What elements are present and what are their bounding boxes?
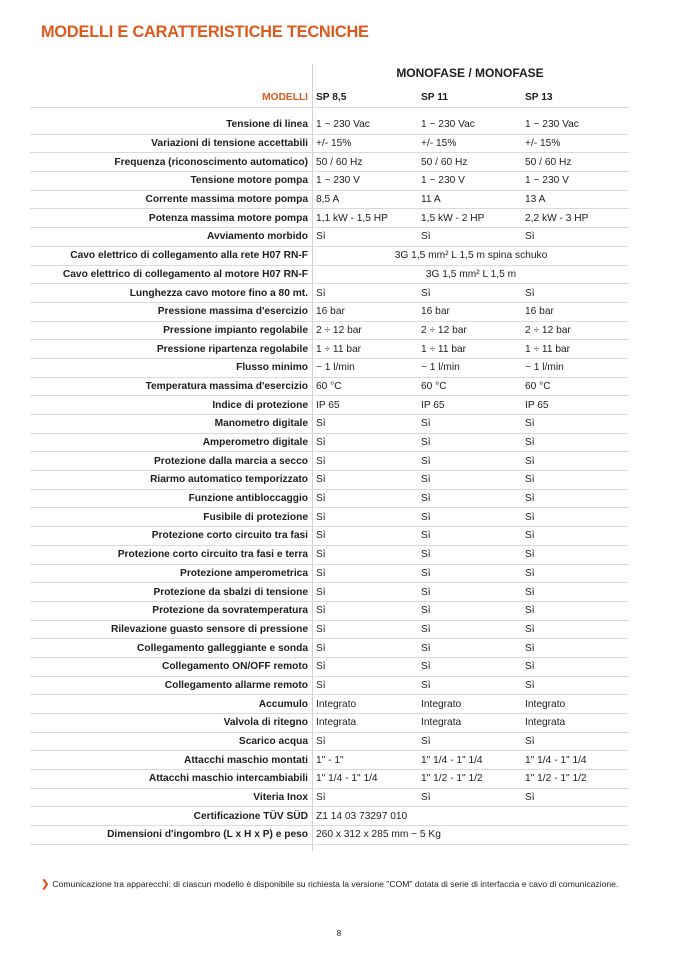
spec-value: 16 bar: [522, 302, 629, 321]
model-name: SP 11: [418, 88, 522, 108]
spec-label: Variazioni di tensione accettabili: [30, 134, 313, 153]
spec-row: [30, 433, 629, 452]
spec-value: 1" - 1": [313, 751, 418, 770]
spec-row: [30, 452, 629, 471]
spec-label: Funzione antibloccaggio: [30, 489, 313, 508]
spec-value: Sì: [418, 657, 522, 676]
spec-value: Sì: [313, 657, 418, 676]
spec-value: Sì: [522, 433, 629, 452]
spec-row: [30, 228, 629, 247]
spec-value: Sì: [418, 601, 522, 620]
spec-label: Lunghezza cavo motore fino a 80 mt.: [30, 284, 313, 303]
spec-value: 1" 1/4 - 1" 1/4: [522, 751, 629, 770]
spec-label: Protezione da sovratemperatura: [30, 601, 313, 620]
spec-value: Sì: [418, 228, 522, 247]
spec-value: Sì: [522, 508, 629, 527]
chevron-right-icon: ❯: [41, 879, 50, 890]
spec-value: Sì: [522, 620, 629, 639]
spec-row: [30, 284, 629, 303]
spec-value: IP 65: [418, 396, 522, 415]
spec-value: 2 ÷ 12 bar: [522, 321, 629, 340]
spec-label: Avviamento morbido: [30, 228, 313, 247]
group-header: MONOFASE / MONOFASE: [396, 66, 544, 80]
spec-value: Sì: [522, 676, 629, 695]
spec-label: Corrente massima motore pompa: [30, 190, 313, 209]
spec-row: [30, 657, 629, 676]
spec-value: Sì: [418, 415, 522, 434]
spec-value: Sì: [418, 527, 522, 546]
spec-row: [30, 826, 629, 845]
spec-value: Sì: [313, 508, 418, 527]
spec-row: [30, 471, 629, 490]
spec-value-single: Z1 14 03 73297 010: [313, 807, 629, 826]
spec-row: [30, 601, 629, 620]
spec-label: Attacchi maschio intercambiabili: [30, 770, 313, 789]
spec-value: Sì: [313, 639, 418, 658]
spec-value: Integrato: [418, 695, 522, 714]
spec-value: Sì: [313, 452, 418, 471]
spec-value: Integrato: [313, 695, 418, 714]
model-name: SP 13: [522, 88, 629, 108]
spec-row: [30, 620, 629, 639]
spec-value: 16 bar: [313, 302, 418, 321]
spec-row: [30, 732, 629, 751]
spec-value: 1" 1/4 - 1" 1/4: [313, 770, 418, 789]
spec-label: Accumulo: [30, 695, 313, 714]
spec-value: Sì: [418, 284, 522, 303]
spec-row: [30, 714, 629, 733]
spec-value: 16 bar: [418, 302, 522, 321]
spec-value: Sì: [522, 601, 629, 620]
spec-value: Sì: [418, 508, 522, 527]
spec-value: 2 ÷ 12 bar: [418, 321, 522, 340]
spec-label: Collegamento allarme remoto: [30, 676, 313, 695]
spec-value: Sì: [313, 676, 418, 695]
spec-value: Sì: [522, 583, 629, 602]
spec-label: Cavo elettrico di collegamento al motore H07 RN-F: [30, 265, 313, 284]
spec-value: Sì: [522, 415, 629, 434]
spec-value: 2,2 kW - 3 HP: [522, 209, 629, 228]
spec-label: Temperatura massima d'esercizio: [30, 377, 313, 396]
spec-value: Sì: [522, 732, 629, 751]
spec-row: [30, 134, 629, 153]
spec-row: [30, 246, 629, 265]
spec-label: Protezione dalla marcia a secco: [30, 452, 313, 471]
spec-label: Dimensioni d'ingombro (L x H x P) e peso: [30, 826, 313, 845]
spec-label: Collegamento ON/OFF remoto: [30, 657, 313, 676]
spec-label: Tensione motore pompa: [30, 172, 313, 191]
spec-row: [30, 153, 629, 172]
spec-row: [30, 676, 629, 695]
spec-value: Sì: [522, 639, 629, 658]
spec-label: Certificazione TÜV SÜD: [30, 807, 313, 826]
spec-row: [30, 751, 629, 770]
spec-label: Scarico acqua: [30, 732, 313, 751]
spec-value: Sì: [522, 452, 629, 471]
spec-value: 1 ÷ 11 bar: [313, 340, 418, 359]
spec-value: 1 ~ 230 Vac: [418, 116, 522, 134]
spec-value: Sì: [313, 471, 418, 490]
spec-row: [30, 807, 629, 826]
spacer-row: [30, 108, 629, 117]
spec-label: Viteria Inox: [30, 788, 313, 807]
spec-value: Sì: [418, 583, 522, 602]
spec-value: Sì: [418, 676, 522, 695]
spec-value: 1" 1/2 - 1" 1/2: [522, 770, 629, 789]
spec-value: IP 65: [522, 396, 629, 415]
spec-row: [30, 340, 629, 359]
spec-value: Sì: [522, 527, 629, 546]
spec-value: 1 ~ 230 Vac: [522, 116, 629, 134]
page-number: 8: [336, 929, 342, 938]
spec-value: Sì: [418, 564, 522, 583]
spec-value: 11 A: [418, 190, 522, 209]
spec-value: Integrata: [522, 714, 629, 733]
spec-label: Protezione corto circuito tra fasi e terra: [30, 545, 313, 564]
spec-row: [30, 508, 629, 527]
spec-value: 1 ÷ 11 bar: [418, 340, 522, 359]
spec-value: ~ 1 l/min: [522, 358, 629, 377]
spec-value: 1 ~ 230 V: [418, 172, 522, 191]
spec-label: Protezione amperometrica: [30, 564, 313, 583]
spec-value: Sì: [313, 545, 418, 564]
spec-value: +/- 15%: [418, 134, 522, 153]
spec-value: Sì: [418, 489, 522, 508]
spec-row: [30, 489, 629, 508]
spec-row: [30, 396, 629, 415]
spec-label: Manometro digitale: [30, 415, 313, 434]
spec-value: Sì: [522, 284, 629, 303]
spec-label: Attacchi maschio montati: [30, 751, 313, 770]
spec-value: 1 ÷ 11 bar: [522, 340, 629, 359]
spec-value: 50 / 60 Hz: [313, 153, 418, 172]
model-name: SP 8,5: [313, 88, 418, 108]
spec-label: Potenza massima motore pompa: [30, 209, 313, 228]
spec-value: Sì: [313, 527, 418, 546]
spec-value: Sì: [522, 657, 629, 676]
models-label: MODELLI: [30, 88, 313, 108]
spec-label: Frequenza (riconoscimento automatico): [30, 153, 313, 172]
spec-label: Amperometro digitale: [30, 433, 313, 452]
spec-row: [30, 788, 629, 807]
spec-value: 1,5 kW - 2 HP: [418, 209, 522, 228]
spec-label: Indice di protezione: [30, 396, 313, 415]
spec-row: [30, 302, 629, 321]
spec-table: [30, 88, 629, 845]
spec-value: Sì: [418, 452, 522, 471]
spec-value: 60 °C: [418, 377, 522, 396]
spec-row: [30, 564, 629, 583]
spec-row: [30, 639, 629, 658]
spec-value: 1 ~ 230 Vac: [313, 116, 418, 134]
page-title: MODELLI E CARATTERISTICHE TECNICHE: [41, 22, 369, 41]
spec-value: Sì: [313, 489, 418, 508]
spec-label: Pressione massima d'esercizio: [30, 302, 313, 321]
spec-value: Sì: [418, 788, 522, 807]
spec-value: +/- 15%: [522, 134, 629, 153]
spec-row: [30, 172, 629, 191]
spec-row: [30, 116, 629, 134]
spec-row: [30, 583, 629, 602]
spec-value: 1" 1/4 - 1" 1/4: [418, 751, 522, 770]
spec-value: 13 A: [522, 190, 629, 209]
spec-value-single: 260 x 312 x 285 mm ~ 5 Kg: [313, 826, 629, 845]
spec-value: 1" 1/2 - 1" 1/2: [418, 770, 522, 789]
spec-value: Sì: [313, 601, 418, 620]
spec-value: 50 / 60 Hz: [522, 153, 629, 172]
spec-row: [30, 209, 629, 228]
spec-value: Sì: [313, 284, 418, 303]
spec-value: Sì: [313, 732, 418, 751]
spec-value: Sì: [313, 415, 418, 434]
footnote-text: Comunicazione tra apparecchi: di ciascun modello è disponibile su richiesta la versione "COM" dotata di serie di interfaccia e cavo di comunicazione.: [52, 879, 619, 889]
spec-value: Sì: [522, 471, 629, 490]
spec-label: Cavo elettrico di collegamento alla rete H07 RN-F: [30, 246, 313, 265]
spec-value: +/- 15%: [313, 134, 418, 153]
spec-label: Tensione di linea: [30, 116, 313, 134]
spec-value: Integrata: [313, 714, 418, 733]
spec-value: Sì: [418, 639, 522, 658]
spec-value: Sì: [418, 545, 522, 564]
spec-value: Sì: [418, 620, 522, 639]
spec-value: Sì: [313, 228, 418, 247]
spec-row: [30, 770, 629, 789]
spec-label: Pressione impianto regolabile: [30, 321, 313, 340]
footnote: [41, 879, 618, 890]
spec-value: Sì: [313, 620, 418, 639]
spec-value: 2 ÷ 12 bar: [313, 321, 418, 340]
spec-row: [30, 545, 629, 564]
spec-value: 1 ~ 230 V: [522, 172, 629, 191]
spec-value: Sì: [313, 564, 418, 583]
spec-value: 1 ~ 230 V: [313, 172, 418, 191]
models-row: [30, 88, 629, 108]
spec-value: Integrata: [418, 714, 522, 733]
spec-value: 60 °C: [522, 377, 629, 396]
spec-label: Pressione ripartenza regolabile: [30, 340, 313, 359]
spec-label: Fusibile di protezione: [30, 508, 313, 527]
spec-value: Sì: [522, 788, 629, 807]
spec-value: Sì: [418, 471, 522, 490]
spec-label: Riarmo automatico temporizzato: [30, 471, 313, 490]
spec-row: [30, 265, 629, 284]
spec-value: Sì: [313, 788, 418, 807]
spec-value: Sì: [313, 433, 418, 452]
spec-value: Sì: [418, 433, 522, 452]
spec-value-span: 3G 1,5 mm² L 1,5 m spina schuko: [313, 246, 629, 265]
spec-row: [30, 527, 629, 546]
spec-value: ~ 1 l/min: [418, 358, 522, 377]
spec-row: [30, 377, 629, 396]
spec-value: Sì: [522, 564, 629, 583]
spec-value-span: 3G 1,5 mm² L 1,5 m: [313, 265, 629, 284]
spec-row: [30, 415, 629, 434]
spec-label: Protezione da sbalzi di tensione: [30, 583, 313, 602]
spec-label: Flusso minimo: [30, 358, 313, 377]
spec-value: 8,5 A: [313, 190, 418, 209]
spec-row: [30, 358, 629, 377]
spec-value: Sì: [522, 228, 629, 247]
spec-row: [30, 190, 629, 209]
spec-label: Collegamento galleggiante e sonda: [30, 639, 313, 658]
spec-value: 50 / 60 Hz: [418, 153, 522, 172]
spec-value: 60 °C: [313, 377, 418, 396]
spec-label: Protezione corto circuito tra fasi: [30, 527, 313, 546]
spec-label: Rilevazione guasto sensore di pressione: [30, 620, 313, 639]
spec-label: Valvola di ritegno: [30, 714, 313, 733]
spec-value: 1,1 kW - 1,5 HP: [313, 209, 418, 228]
spec-value: Sì: [313, 583, 418, 602]
spec-value: Sì: [418, 732, 522, 751]
spec-row: [30, 321, 629, 340]
spec-value: ~ 1 l/min: [313, 358, 418, 377]
spec-row: [30, 695, 629, 714]
spec-value: Sì: [522, 545, 629, 564]
spec-value: Integrato: [522, 695, 629, 714]
spec-value: IP 65: [313, 396, 418, 415]
spec-value: Sì: [522, 489, 629, 508]
